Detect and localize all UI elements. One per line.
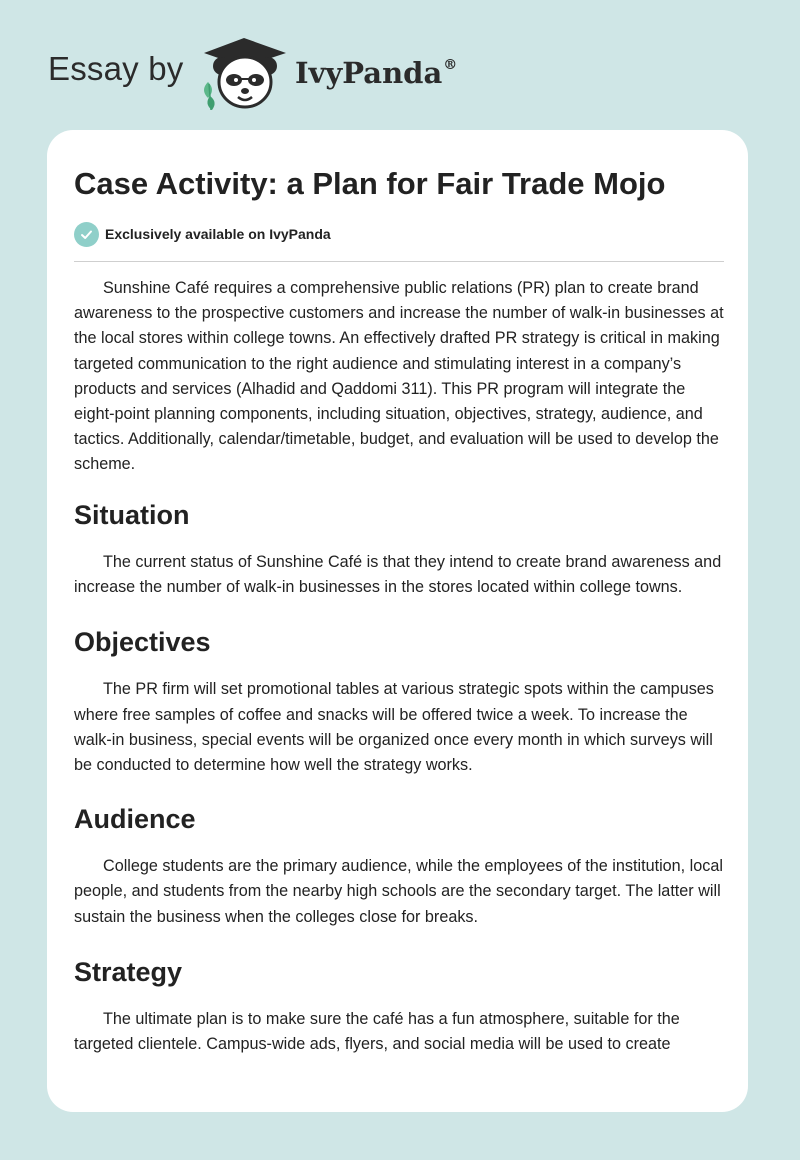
check-circle-icon	[74, 222, 99, 247]
section-text-strategy: The ultimate plan is to make sure the café has a fun atmosphere, suitable for the targeted clientele. Campus-wide ads, flyers, and social media will be used to create	[74, 1009, 680, 1054]
section-text-objectives: The PR firm will set promotional tables at various strategic spots within the campuses where free samples of coffee and snacks will be offered twice a week. To increase the walk-in business, special events will be organized once every month in which surveys will be conducted to determine how well the strategy works.	[74, 680, 714, 775]
section-heading-audience: Audience	[74, 804, 196, 835]
article-body	[74, 276, 726, 1057]
exclusive-badge	[74, 221, 331, 247]
panda-graduate-logo-icon[interactable]	[196, 36, 296, 112]
registered-mark: ®	[443, 57, 458, 73]
section-heading-strategy: Strategy	[74, 956, 183, 987]
badge-label: Exclusively available on IvyPanda	[105, 226, 331, 242]
section-text-audience: College students are the primary audience, while the employees of the institution, local people, and students from the nearby high schools are the secondary target. The latter will sustain the business when the colleges close for breaks.	[74, 857, 723, 926]
article-card	[47, 130, 748, 1112]
section-heading-objectives: Objectives	[74, 627, 211, 658]
brand-name[interactable]: IvyPanda®	[295, 56, 458, 90]
section-heading-situation: Situation	[74, 500, 190, 530]
brand-prefix: Essay by	[48, 50, 184, 87]
page-title: Case Activity: a Plan for Fair Trade Mojo	[74, 166, 666, 201]
section-text-situation: The current status of Sunshine Café is that they intend to create brand awareness and increase the number of walk-in businesses in the stores located within college towns.	[74, 553, 722, 597]
intro-paragraph: Sunshine Café requires a comprehensive public relations (PR) plan to create brand awareness to the prospective customers and increase the number of walk-in businesses at the local stores within college towns. An effectively drafted PR strategy is critical in making targeted communication to the right audience and stimulating interest in a company’s products and services (Alhadid and Qaddomi 311). This PR program will integrate the eight-point planning components, including situation, objectives, strategy, audience, and tactics. Additionally, calendar/timetable, budget, and evaluation will be used to develop the scheme.	[74, 279, 724, 474]
site-header	[0, 0, 800, 130]
divider	[74, 261, 724, 262]
